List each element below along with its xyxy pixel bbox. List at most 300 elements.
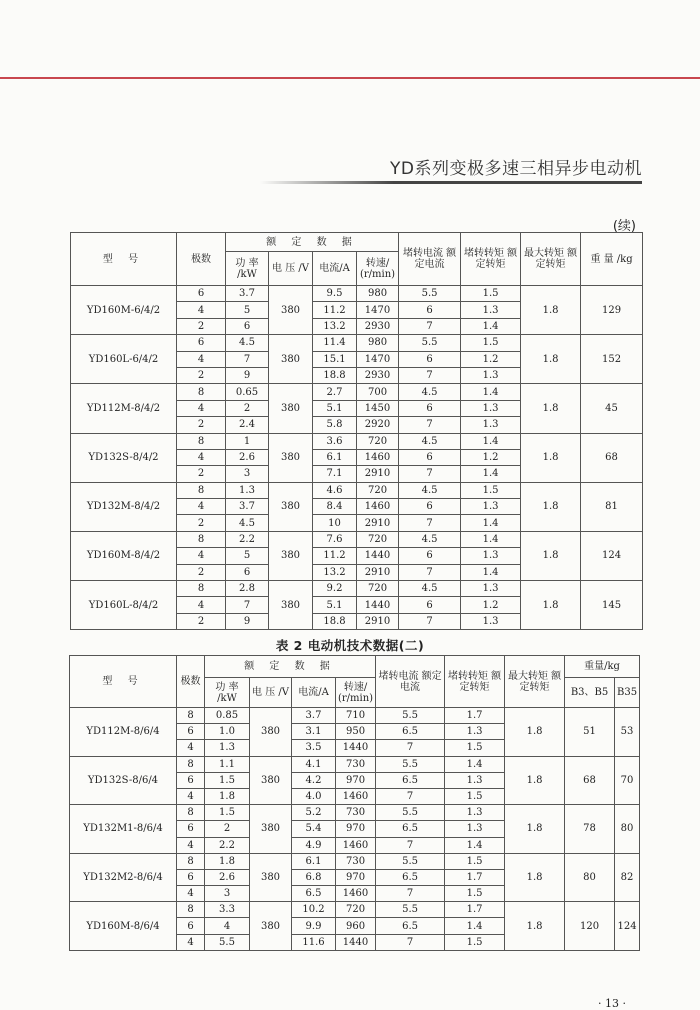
current-cell: 11.2 bbox=[313, 548, 357, 564]
weight-cell: 45 bbox=[581, 384, 643, 433]
power-cell: 6 bbox=[226, 564, 269, 580]
speed-cell: 970 bbox=[336, 869, 376, 885]
locked-current-ratio-cell: 7 bbox=[399, 515, 461, 531]
power-cell: 7 bbox=[226, 351, 269, 367]
power-cell: 9 bbox=[226, 367, 269, 383]
weight-cell: 145 bbox=[581, 581, 643, 630]
poles-cell: 8 bbox=[177, 756, 205, 772]
header-weight-b35: B35 bbox=[615, 678, 640, 708]
current-cell: 5.1 bbox=[313, 400, 357, 416]
locked-current-ratio-cell: 5.5 bbox=[376, 853, 445, 869]
poles-cell: 6 bbox=[177, 918, 205, 934]
locked-current-ratio-cell: 5.5 bbox=[376, 756, 445, 772]
power-cell: 2.2 bbox=[226, 531, 269, 547]
weight-cell: 80 bbox=[615, 805, 640, 854]
speed-cell: 2910 bbox=[357, 564, 399, 580]
weight-cell: 53 bbox=[615, 708, 640, 757]
locked-torque-ratio-cell: 1.3 bbox=[461, 302, 521, 318]
power-cell: 2 bbox=[226, 400, 269, 416]
locked-torque-ratio-cell: 1.5 bbox=[445, 886, 505, 902]
weight-cell: 152 bbox=[581, 335, 643, 384]
max-torque-ratio-cell: 1.8 bbox=[505, 756, 565, 805]
weight-cell: 80 bbox=[565, 853, 615, 902]
locked-torque-ratio-cell: 1.4 bbox=[461, 531, 521, 547]
locked-torque-ratio-cell: 1.5 bbox=[461, 335, 521, 351]
speed-cell: 730 bbox=[336, 853, 376, 869]
locked-torque-ratio-cell: 1.5 bbox=[445, 853, 505, 869]
locked-torque-ratio-cell: 1.5 bbox=[461, 482, 521, 498]
weight-cell: 70 bbox=[615, 756, 640, 805]
voltage-cell: 380 bbox=[250, 853, 292, 902]
voltage-cell: 380 bbox=[269, 482, 313, 531]
max-torque-ratio-cell: 1.8 bbox=[521, 482, 581, 531]
poles-cell: 8 bbox=[177, 805, 205, 821]
current-cell: 3.5 bbox=[292, 740, 336, 756]
current-cell: 4.6 bbox=[313, 482, 357, 498]
poles-cell: 6 bbox=[177, 335, 226, 351]
header-voltage: 电 压 /V bbox=[250, 678, 292, 708]
locked-torque-ratio-cell: 1.3 bbox=[461, 581, 521, 597]
speed-cell: 1460 bbox=[357, 449, 399, 465]
poles-cell: 4 bbox=[177, 837, 205, 853]
power-cell: 9 bbox=[226, 613, 269, 629]
speed-cell: 720 bbox=[357, 482, 399, 498]
model-cell: YD132M1-8/6/4 bbox=[70, 805, 177, 854]
speed-cell: 970 bbox=[336, 821, 376, 837]
current-cell: 3.1 bbox=[292, 724, 336, 740]
table-row bbox=[70, 853, 640, 869]
locked-torque-ratio-cell: 1.7 bbox=[445, 708, 505, 724]
power-cell: 3 bbox=[205, 886, 250, 902]
poles-cell: 8 bbox=[177, 384, 226, 400]
max-torque-ratio-cell: 1.8 bbox=[521, 531, 581, 580]
speed-cell: 2910 bbox=[357, 613, 399, 629]
power-cell: 3.3 bbox=[205, 902, 250, 918]
voltage-cell: 380 bbox=[250, 805, 292, 854]
poles-cell: 8 bbox=[177, 581, 226, 597]
weight-cell: 120 bbox=[565, 902, 615, 951]
model-cell: YD132S-8/4/2 bbox=[71, 433, 177, 482]
locked-torque-ratio-cell: 1.7 bbox=[445, 902, 505, 918]
locked-current-ratio-cell: 6.5 bbox=[376, 821, 445, 837]
current-cell: 13.2 bbox=[313, 318, 357, 334]
poles-cell: 4 bbox=[177, 499, 226, 515]
max-torque-ratio-cell: 1.8 bbox=[505, 853, 565, 902]
voltage-cell: 380 bbox=[269, 581, 313, 630]
locked-current-ratio-cell: 6 bbox=[399, 449, 461, 465]
locked-torque-ratio-cell: 1.5 bbox=[461, 286, 521, 302]
locked-current-ratio-cell: 6 bbox=[399, 400, 461, 416]
weight-cell: 124 bbox=[615, 902, 640, 951]
header-locked-current: 堵转电流 额定电流 bbox=[376, 656, 445, 708]
model-cell: YD112M-8/6/4 bbox=[70, 708, 177, 757]
voltage-cell: 380 bbox=[269, 335, 313, 384]
current-cell: 6.5 bbox=[292, 886, 336, 902]
power-cell: 2.4 bbox=[226, 417, 269, 433]
locked-torque-ratio-cell: 1.3 bbox=[461, 548, 521, 564]
poles-cell: 2 bbox=[177, 318, 226, 334]
speed-cell: 700 bbox=[357, 384, 399, 400]
title-underline bbox=[260, 181, 642, 184]
locked-current-ratio-cell: 7 bbox=[376, 740, 445, 756]
table-row bbox=[71, 286, 643, 302]
poles-cell: 6 bbox=[177, 772, 205, 788]
current-cell: 6.1 bbox=[313, 449, 357, 465]
table-row bbox=[71, 482, 643, 498]
model-cell: YD160M-8/4/2 bbox=[71, 531, 177, 580]
header-current: 电流/A bbox=[313, 252, 357, 286]
model-cell: YD132S-8/6/4 bbox=[70, 756, 177, 805]
top-red-rule bbox=[0, 77, 700, 79]
current-cell: 18.8 bbox=[313, 613, 357, 629]
header-max-torque: 最大转矩 额定转矩 bbox=[505, 656, 565, 708]
speed-cell: 1440 bbox=[336, 934, 376, 950]
power-cell: 2 bbox=[205, 821, 250, 837]
weight-cell: 82 bbox=[615, 853, 640, 902]
header-weight: 重量/kg bbox=[565, 656, 640, 678]
power-cell: 1.3 bbox=[226, 482, 269, 498]
locked-current-ratio-cell: 7 bbox=[399, 613, 461, 629]
locked-current-ratio-cell: 7 bbox=[399, 466, 461, 482]
current-cell: 11.2 bbox=[313, 302, 357, 318]
current-cell: 10.2 bbox=[292, 902, 336, 918]
locked-torque-ratio-cell: 1.4 bbox=[461, 466, 521, 482]
power-cell: 1.8 bbox=[205, 853, 250, 869]
locked-current-ratio-cell: 6.5 bbox=[376, 772, 445, 788]
locked-torque-ratio-cell: 1.3 bbox=[445, 805, 505, 821]
voltage-cell: 380 bbox=[269, 286, 313, 335]
locked-torque-ratio-cell: 1.2 bbox=[461, 351, 521, 367]
current-cell: 9.2 bbox=[313, 581, 357, 597]
power-cell: 2.6 bbox=[205, 869, 250, 885]
locked-current-ratio-cell: 6.5 bbox=[376, 918, 445, 934]
voltage-cell: 380 bbox=[250, 756, 292, 805]
header-power: 功 率 /kW bbox=[226, 252, 269, 286]
current-cell: 11.6 bbox=[292, 934, 336, 950]
voltage-cell: 380 bbox=[269, 531, 313, 580]
poles-cell: 2 bbox=[177, 417, 226, 433]
locked-current-ratio-cell: 7 bbox=[399, 367, 461, 383]
locked-torque-ratio-cell: 1.3 bbox=[461, 400, 521, 416]
speed-cell: 1440 bbox=[336, 740, 376, 756]
poles-cell: 8 bbox=[177, 433, 226, 449]
current-cell: 3.6 bbox=[313, 433, 357, 449]
table-row bbox=[70, 756, 640, 772]
locked-torque-ratio-cell: 1.3 bbox=[461, 417, 521, 433]
locked-current-ratio-cell: 6 bbox=[399, 597, 461, 613]
locked-torque-ratio-cell: 1.4 bbox=[461, 564, 521, 580]
weight-cell: 78 bbox=[565, 805, 615, 854]
locked-torque-ratio-cell: 1.5 bbox=[445, 788, 505, 804]
speed-cell: 2910 bbox=[357, 515, 399, 531]
current-cell: 9.9 bbox=[292, 918, 336, 934]
power-cell: 4.5 bbox=[226, 335, 269, 351]
speed-cell: 1460 bbox=[336, 837, 376, 853]
current-cell: 5.1 bbox=[313, 597, 357, 613]
continued-label: (续) bbox=[612, 219, 636, 234]
table2-caption: 表 2 电动机技术数据(二) bbox=[275, 638, 425, 653]
current-cell: 4.0 bbox=[292, 788, 336, 804]
header-locked-torque: 堵转转矩 额定转矩 bbox=[461, 233, 521, 286]
current-cell: 8.4 bbox=[313, 499, 357, 515]
speed-cell: 710 bbox=[336, 708, 376, 724]
power-cell: 2.8 bbox=[226, 581, 269, 597]
weight-cell: 68 bbox=[565, 756, 615, 805]
power-cell: 0.85 bbox=[205, 708, 250, 724]
locked-current-ratio-cell: 7 bbox=[376, 934, 445, 950]
poles-cell: 4 bbox=[177, 740, 205, 756]
power-cell: 5 bbox=[226, 548, 269, 564]
locked-current-ratio-cell: 4.5 bbox=[399, 482, 461, 498]
speed-cell: 1440 bbox=[357, 548, 399, 564]
speed-cell: 1460 bbox=[357, 499, 399, 515]
locked-current-ratio-cell: 6 bbox=[399, 548, 461, 564]
poles-cell: 4 bbox=[177, 886, 205, 902]
header-model: 型 号 bbox=[71, 233, 177, 286]
header-locked-torque: 堵转转矩 额定转矩 bbox=[445, 656, 505, 708]
power-cell: 5.5 bbox=[205, 934, 250, 950]
current-cell: 2.7 bbox=[313, 384, 357, 400]
poles-cell: 8 bbox=[177, 531, 226, 547]
table-row bbox=[71, 335, 643, 351]
locked-torque-ratio-cell: 1.2 bbox=[461, 449, 521, 465]
weight-cell: 129 bbox=[581, 286, 643, 335]
voltage-cell: 380 bbox=[250, 708, 292, 757]
power-cell: 0.65 bbox=[226, 384, 269, 400]
power-cell: 7 bbox=[226, 597, 269, 613]
power-cell: 1 bbox=[226, 433, 269, 449]
poles-cell: 6 bbox=[177, 286, 226, 302]
speed-cell: 1450 bbox=[357, 400, 399, 416]
power-cell: 4 bbox=[205, 918, 250, 934]
header-speed: 转速/ (r/min) bbox=[336, 678, 376, 708]
max-torque-ratio-cell: 1.8 bbox=[521, 433, 581, 482]
page-number: · 13 · bbox=[598, 997, 626, 1010]
power-cell: 1.8 bbox=[205, 788, 250, 804]
poles-cell: 8 bbox=[177, 853, 205, 869]
locked-torque-ratio-cell: 1.4 bbox=[461, 515, 521, 531]
power-cell: 1.5 bbox=[205, 772, 250, 788]
weight-cell: 51 bbox=[565, 708, 615, 757]
locked-current-ratio-cell: 5.5 bbox=[376, 805, 445, 821]
model-cell: YD160M-6/4/2 bbox=[71, 286, 177, 335]
poles-cell: 4 bbox=[177, 400, 226, 416]
voltage-cell: 380 bbox=[269, 384, 313, 433]
locked-torque-ratio-cell: 1.3 bbox=[461, 613, 521, 629]
locked-current-ratio-cell: 7 bbox=[376, 886, 445, 902]
current-cell: 7.1 bbox=[313, 466, 357, 482]
power-cell: 2.6 bbox=[226, 449, 269, 465]
locked-torque-ratio-cell: 1.5 bbox=[445, 740, 505, 756]
poles-cell: 8 bbox=[177, 482, 226, 498]
locked-current-ratio-cell: 6 bbox=[399, 302, 461, 318]
speed-cell: 730 bbox=[336, 756, 376, 772]
locked-current-ratio-cell: 7 bbox=[376, 788, 445, 804]
locked-torque-ratio-cell: 1.3 bbox=[461, 367, 521, 383]
speed-cell: 720 bbox=[357, 581, 399, 597]
locked-torque-ratio-cell: 1.4 bbox=[461, 384, 521, 400]
header-poles: 极数 bbox=[177, 656, 205, 708]
current-cell: 4.1 bbox=[292, 756, 336, 772]
locked-current-ratio-cell: 6 bbox=[399, 499, 461, 515]
header-weight-b3b5: B3、B5 bbox=[565, 678, 615, 708]
speed-cell: 980 bbox=[357, 335, 399, 351]
power-cell: 3 bbox=[226, 466, 269, 482]
speed-cell: 1460 bbox=[336, 788, 376, 804]
model-cell: YD132M2-8/6/4 bbox=[70, 853, 177, 902]
locked-torque-ratio-cell: 1.3 bbox=[445, 772, 505, 788]
header-poles: 极数 bbox=[177, 233, 226, 286]
max-torque-ratio-cell: 1.8 bbox=[521, 581, 581, 630]
locked-current-ratio-cell: 4.5 bbox=[399, 433, 461, 449]
locked-torque-ratio-cell: 1.3 bbox=[461, 499, 521, 515]
weight-cell: 124 bbox=[581, 531, 643, 580]
page-title: YD系列变极多速三相异步电动机 bbox=[390, 159, 642, 179]
locked-current-ratio-cell: 5.5 bbox=[376, 902, 445, 918]
locked-current-ratio-cell: 7 bbox=[376, 837, 445, 853]
table-row bbox=[70, 902, 640, 918]
locked-current-ratio-cell: 6.5 bbox=[376, 724, 445, 740]
header-voltage: 电 压 /V bbox=[269, 252, 313, 286]
speed-cell: 970 bbox=[336, 772, 376, 788]
header-current: 电流/A bbox=[292, 678, 336, 708]
poles-cell: 8 bbox=[177, 708, 205, 724]
poles-cell: 6 bbox=[177, 724, 205, 740]
poles-cell: 4 bbox=[177, 788, 205, 804]
power-cell: 3.7 bbox=[226, 286, 269, 302]
poles-cell: 2 bbox=[177, 613, 226, 629]
max-torque-ratio-cell: 1.8 bbox=[505, 708, 565, 757]
locked-torque-ratio-cell: 1.3 bbox=[445, 821, 505, 837]
current-cell: 6.1 bbox=[292, 853, 336, 869]
header-locked-current: 堵转电流 额定电流 bbox=[399, 233, 461, 286]
header-weight: 重 量 /kg bbox=[581, 233, 643, 286]
motor-data-table-1 bbox=[70, 232, 643, 630]
model-cell: YD112M-8/4/2 bbox=[71, 384, 177, 433]
poles-cell: 4 bbox=[177, 597, 226, 613]
locked-current-ratio-cell: 5.5 bbox=[399, 335, 461, 351]
locked-torque-ratio-cell: 1.7 bbox=[445, 869, 505, 885]
locked-torque-ratio-cell: 1.4 bbox=[445, 918, 505, 934]
header-rated: 额 定 数 据 bbox=[226, 233, 399, 252]
poles-cell: 4 bbox=[177, 449, 226, 465]
speed-cell: 720 bbox=[357, 433, 399, 449]
power-cell: 6 bbox=[226, 318, 269, 334]
voltage-cell: 380 bbox=[269, 433, 313, 482]
locked-torque-ratio-cell: 1.2 bbox=[461, 597, 521, 613]
speed-cell: 960 bbox=[336, 918, 376, 934]
max-torque-ratio-cell: 1.8 bbox=[521, 286, 581, 335]
speed-cell: 720 bbox=[357, 531, 399, 547]
max-torque-ratio-cell: 1.8 bbox=[521, 335, 581, 384]
max-torque-ratio-cell: 1.8 bbox=[521, 384, 581, 433]
model-cell: YD160M-8/6/4 bbox=[70, 902, 177, 951]
weight-cell: 81 bbox=[581, 482, 643, 531]
current-cell: 11.4 bbox=[313, 335, 357, 351]
speed-cell: 1440 bbox=[357, 597, 399, 613]
power-cell: 1.5 bbox=[205, 805, 250, 821]
table-row bbox=[70, 805, 640, 821]
poles-cell: 6 bbox=[177, 821, 205, 837]
speed-cell: 1470 bbox=[357, 302, 399, 318]
speed-cell: 1460 bbox=[336, 886, 376, 902]
current-cell: 15.1 bbox=[313, 351, 357, 367]
locked-current-ratio-cell: 4.5 bbox=[399, 384, 461, 400]
poles-cell: 8 bbox=[177, 902, 205, 918]
speed-cell: 720 bbox=[336, 902, 376, 918]
power-cell: 5 bbox=[226, 302, 269, 318]
speed-cell: 950 bbox=[336, 724, 376, 740]
power-cell: 1.0 bbox=[205, 724, 250, 740]
locked-current-ratio-cell: 6.5 bbox=[376, 869, 445, 885]
header-max-torque: 最大转矩 额定转矩 bbox=[521, 233, 581, 286]
current-cell: 10 bbox=[313, 515, 357, 531]
table-row bbox=[71, 433, 643, 449]
table-row bbox=[71, 531, 643, 547]
weight-cell: 68 bbox=[581, 433, 643, 482]
poles-cell: 4 bbox=[177, 548, 226, 564]
max-torque-ratio-cell: 1.8 bbox=[505, 902, 565, 951]
current-cell: 4.9 bbox=[292, 837, 336, 853]
locked-current-ratio-cell: 5.5 bbox=[399, 286, 461, 302]
current-cell: 4.2 bbox=[292, 772, 336, 788]
power-cell: 1.3 bbox=[205, 740, 250, 756]
speed-cell: 1470 bbox=[357, 351, 399, 367]
speed-cell: 730 bbox=[336, 805, 376, 821]
locked-current-ratio-cell: 6 bbox=[399, 351, 461, 367]
poles-cell: 2 bbox=[177, 564, 226, 580]
locked-current-ratio-cell: 4.5 bbox=[399, 581, 461, 597]
table-row bbox=[71, 384, 643, 400]
poles-cell: 2 bbox=[177, 466, 226, 482]
current-cell: 5.8 bbox=[313, 417, 357, 433]
speed-cell: 2920 bbox=[357, 417, 399, 433]
locked-torque-ratio-cell: 1.4 bbox=[461, 433, 521, 449]
table-row bbox=[71, 581, 643, 597]
poles-cell: 6 bbox=[177, 869, 205, 885]
table-row bbox=[70, 708, 640, 724]
power-cell: 4.5 bbox=[226, 515, 269, 531]
header-power: 功 率 /kW bbox=[205, 678, 250, 708]
poles-cell: 2 bbox=[177, 367, 226, 383]
speed-cell: 2930 bbox=[357, 318, 399, 334]
current-cell: 7.6 bbox=[313, 531, 357, 547]
model-cell: YD160L-8/4/2 bbox=[71, 581, 177, 630]
model-cell: YD160L-6/4/2 bbox=[71, 335, 177, 384]
power-cell: 1.1 bbox=[205, 756, 250, 772]
power-cell: 2.2 bbox=[205, 837, 250, 853]
poles-cell: 4 bbox=[177, 351, 226, 367]
poles-cell: 4 bbox=[177, 302, 226, 318]
max-torque-ratio-cell: 1.8 bbox=[505, 805, 565, 854]
locked-current-ratio-cell: 7 bbox=[399, 417, 461, 433]
model-cell: YD132M-8/4/2 bbox=[71, 482, 177, 531]
locked-torque-ratio-cell: 1.4 bbox=[445, 756, 505, 772]
locked-current-ratio-cell: 7 bbox=[399, 318, 461, 334]
current-cell: 13.2 bbox=[313, 564, 357, 580]
locked-current-ratio-cell: 7 bbox=[399, 564, 461, 580]
current-cell: 3.7 bbox=[292, 708, 336, 724]
motor-data-table-2 bbox=[69, 655, 640, 951]
current-cell: 18.8 bbox=[313, 367, 357, 383]
current-cell: 5.4 bbox=[292, 821, 336, 837]
speed-cell: 2930 bbox=[357, 367, 399, 383]
voltage-cell: 380 bbox=[250, 902, 292, 951]
locked-torque-ratio-cell: 1.3 bbox=[445, 724, 505, 740]
locked-torque-ratio-cell: 1.4 bbox=[461, 318, 521, 334]
speed-cell: 980 bbox=[357, 286, 399, 302]
current-cell: 6.8 bbox=[292, 869, 336, 885]
